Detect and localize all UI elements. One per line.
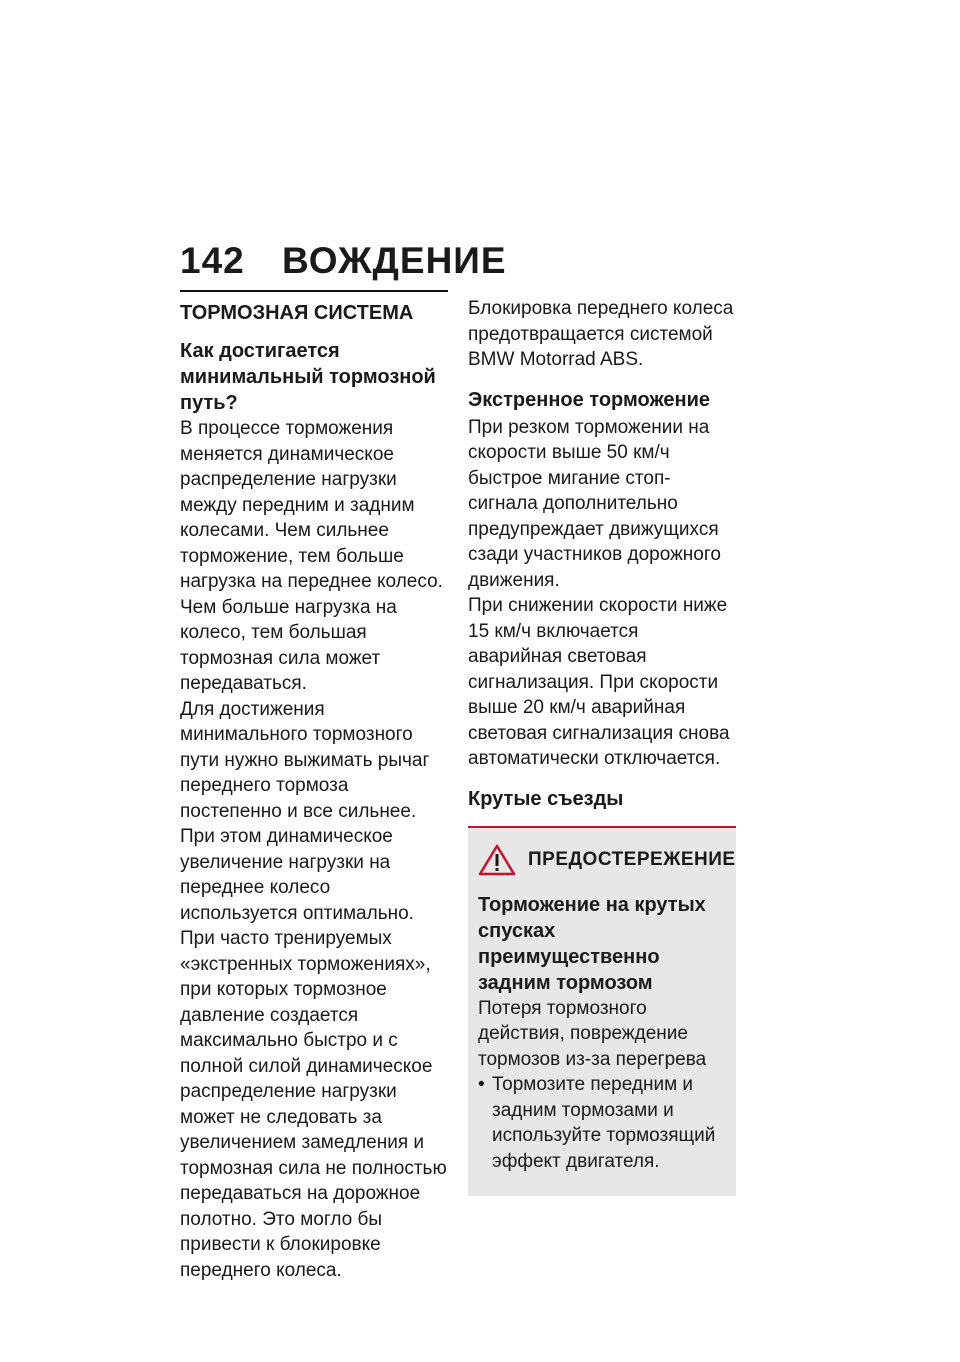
paragraph: При резком торможении на скорости выше 50 км/ч быстрое мигание стоп-сигнала дополнительно предупреждает движущихся сзади участников дорожного движения. (468, 416, 721, 591)
paragraph: Блокировка переднего колеса предотвращается системой BMW Motorrad ABS. (468, 298, 734, 370)
warning-text: Потеря тормозного действия, повреждение тормозов из-за перегрева (478, 997, 707, 1070)
bullet-icon: • (478, 1074, 485, 1095)
warning-title: ПРЕДОСТЕРЕЖЕНИЕ (528, 848, 736, 870)
warning-subheading: Торможение на крутых спусках преимущественно задним тормозом (478, 893, 706, 994)
chapter-title: ВОЖДЕНИЕ (282, 240, 507, 281)
warning-header (478, 828, 736, 892)
paragraph: Для достижения минимального тормозного пути нужно выжимать рычаг переднего тормоза постепенно и все сильнее. При этом динамическое увеличение нагрузки на переднее колесо используется оптимально. При часто тренируемых «экстренных торможениях», при которых тормозное давление создается максимально быстро и с полной силой динамическое распределение нагрузки может не следовать за увеличением замедления и тормозная сила не полностью передаваться на дорожное полотно. Это могло бы привести к блокировке переднего колеса. (180, 698, 447, 1281)
subheading-steep-descents: Крутые съезды (468, 787, 624, 810)
paragraph: В процессе торможения меняется динамическое распределение нагрузки между передним и задним колесами. Чем сильнее торможение, тем больше нагрузка на переднее колесо. Чем больше нагрузка на колесо, тем большая тормозная сила может передаваться. (180, 418, 443, 694)
paragraph: При снижении скорости ниже 15 км/ч включается аварийная световая сигнализация. При скорости выше 20 км/ч аварийная световая сигнализация снова автоматически отключается. (468, 595, 730, 769)
page-number: 142 (180, 240, 245, 281)
right-column (468, 290, 736, 1196)
warning-box (468, 826, 736, 1197)
section-divider (180, 290, 448, 292)
subheading-min-braking-distance: Как достигается минимальный тормозной путь? (180, 340, 436, 414)
warning-bullet (478, 1072, 726, 1174)
warning-bullet-text: Тормозите передним и задним тормозами и используйте тормозящий эффект двигателя. (492, 1074, 716, 1172)
section-title: ТОРМОЗНАЯ СИСТЕМА (180, 302, 414, 324)
warning-triangle-icon (478, 844, 516, 876)
subheading-emergency-braking: Экстренное торможение (468, 388, 711, 411)
left-column (180, 290, 448, 1283)
